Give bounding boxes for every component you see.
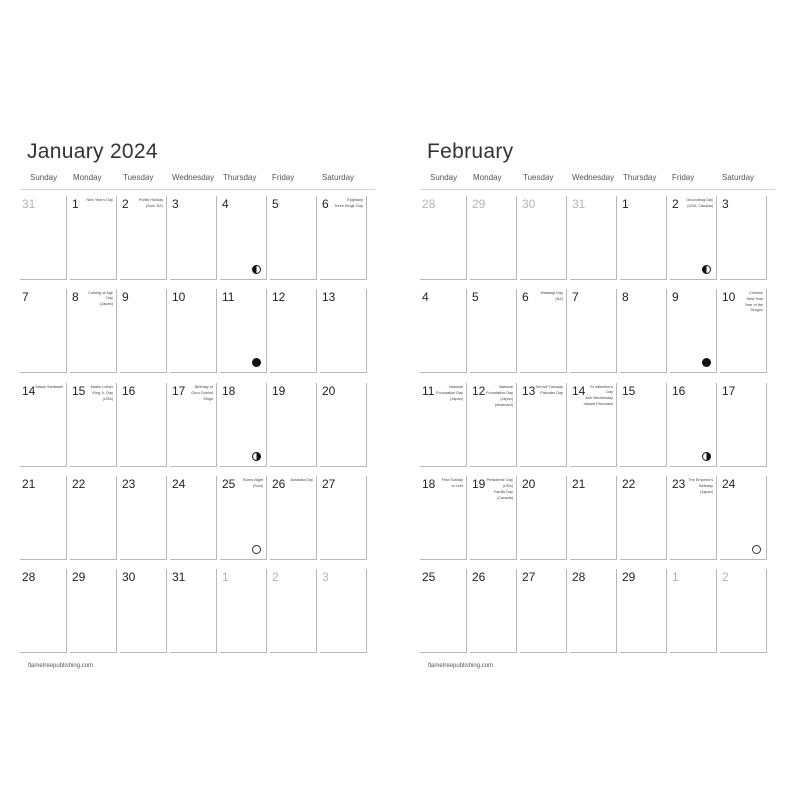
holiday-note — [333, 198, 363, 210]
day-number: 3 — [322, 570, 329, 584]
day-number: 31 — [172, 570, 186, 584]
holiday-text: Shrove Tuesday — [535, 385, 563, 389]
moon-last-quarter-icon — [252, 265, 261, 274]
weekday-monday: Monday — [73, 173, 102, 182]
day-number: 18 — [222, 384, 236, 398]
day-number: 22 — [72, 477, 86, 491]
day-cell[interactable] — [70, 196, 117, 280]
day-cell[interactable] — [20, 476, 67, 560]
day-number: 13 — [322, 290, 336, 304]
day-number: 3 — [722, 197, 729, 211]
holiday-text: (USA) — [102, 397, 113, 401]
day-cell[interactable] — [220, 569, 267, 653]
day-cell[interactable] — [720, 289, 767, 373]
holiday-text: Makar Sankranti — [35, 385, 63, 389]
holiday-text: National — [449, 385, 463, 389]
holiday-text: Year of the Dragon — [744, 303, 763, 312]
day-cell[interactable] — [470, 196, 517, 280]
holiday-text: (Scot) — [252, 484, 263, 488]
holiday-text: Martin Luther — [90, 385, 113, 389]
day-cell[interactable] — [70, 569, 117, 653]
holiday-text: (Canada) — [497, 496, 513, 500]
holiday-text: First Sunday — [441, 478, 463, 482]
holiday-text: Three Kings' Day — [333, 204, 363, 208]
day-cell[interactable] — [570, 289, 617, 373]
weekday-tuesday: Tuesday — [523, 173, 554, 182]
day-number: 28 — [572, 570, 586, 584]
holiday-text: (Japan) — [700, 490, 713, 494]
day-number: 31 — [22, 197, 36, 211]
weekday-wednesday: Wednesday — [572, 173, 615, 182]
day-cell[interactable] — [120, 383, 167, 467]
weekday-sunday: Sunday — [430, 173, 458, 182]
moon-full-icon — [252, 545, 261, 554]
holiday-note — [483, 385, 513, 409]
holiday-note — [583, 385, 613, 408]
day-cell[interactable] — [570, 196, 617, 280]
day-cell[interactable] — [470, 289, 517, 373]
day-cell[interactable] — [20, 289, 67, 373]
holiday-text: (NZ) — [555, 297, 563, 301]
weekday-friday: Friday — [272, 173, 295, 182]
moon-new-icon — [702, 358, 711, 367]
day-cell[interactable] — [670, 289, 717, 373]
day-number: 7 — [22, 290, 29, 304]
holiday-note — [83, 385, 113, 403]
day-number: 19 — [272, 384, 286, 398]
day-cell[interactable] — [720, 196, 767, 280]
day-cell[interactable] — [320, 289, 367, 373]
holiday-text: Chinese — [749, 291, 763, 295]
day-cell[interactable] — [170, 476, 217, 560]
month-name: February — [427, 140, 514, 163]
day-cell[interactable] — [670, 569, 717, 653]
day-number: 31 — [572, 197, 586, 211]
holiday-text: Epiphany — [347, 198, 363, 202]
day-cell[interactable] — [520, 476, 567, 560]
day-cell[interactable] — [720, 383, 767, 467]
weekday-saturday: Saturday — [722, 173, 755, 182]
day-number: 26 — [272, 477, 286, 491]
day-number: 12 — [472, 384, 486, 398]
day-cell[interactable] — [220, 196, 267, 280]
holiday-text: Pancake Day — [540, 391, 563, 395]
day-number: 23 — [672, 477, 686, 491]
day-number: 2 — [272, 570, 279, 584]
holiday-note — [433, 385, 463, 403]
day-number: 2 — [122, 197, 129, 211]
holiday-note — [33, 385, 63, 391]
day-number: 1 — [72, 197, 79, 211]
day-number: 24 — [172, 477, 186, 491]
holiday-text: Singh — [203, 397, 213, 401]
weekday-header — [420, 173, 775, 187]
day-cell[interactable] — [420, 289, 467, 373]
day-number: 20 — [522, 477, 536, 491]
day-number: 28 — [422, 197, 436, 211]
day-cell[interactable] — [320, 196, 367, 280]
day-cell[interactable] — [170, 569, 217, 653]
day-cell[interactable] — [270, 196, 317, 280]
day-cell[interactable] — [70, 476, 117, 560]
holiday-note — [533, 291, 563, 303]
day-cell[interactable] — [220, 476, 267, 560]
day-number: 10 — [722, 290, 736, 304]
day-number: 21 — [572, 477, 586, 491]
day-number: 1 — [222, 570, 229, 584]
day-cell[interactable] — [170, 196, 217, 280]
weekday-wednesday: Wednesday — [172, 173, 215, 182]
weekday-saturday: Saturday — [322, 173, 355, 182]
day-cell[interactable] — [620, 383, 667, 467]
day-number: 22 — [622, 477, 636, 491]
day-number: 17 — [722, 384, 736, 398]
holiday-text: Waitangi Day — [540, 291, 563, 295]
moon-first-quarter-icon — [702, 452, 711, 461]
day-cell[interactable] — [520, 383, 567, 467]
day-cell[interactable] — [570, 476, 617, 560]
day-number: 18 — [422, 477, 436, 491]
day-number: 11 — [222, 290, 235, 304]
day-number: 29 — [72, 570, 86, 584]
day-number: 6 — [522, 290, 529, 304]
day-cell[interactable] — [670, 476, 717, 560]
day-cell[interactable] — [70, 383, 117, 467]
day-cell[interactable] — [470, 383, 517, 467]
day-number: 8 — [72, 290, 79, 304]
day-number: 29 — [472, 197, 486, 211]
day-cell[interactable] — [170, 289, 217, 373]
day-number: 25 — [422, 570, 436, 584]
day-number: 23 — [122, 477, 136, 491]
month-name: January — [27, 140, 104, 163]
holiday-text: Birthday of — [194, 385, 213, 389]
grid-top-rule — [20, 189, 375, 190]
day-number: 24 — [722, 477, 736, 491]
day-number: 9 — [122, 290, 129, 304]
holiday-note — [533, 385, 563, 397]
day-number: 25 — [222, 477, 236, 491]
weekday-thursday: Thursday — [223, 173, 257, 182]
day-number: 11 — [422, 384, 435, 398]
day-number: 5 — [272, 197, 279, 211]
moon-new-icon — [252, 358, 261, 367]
day-cell[interactable] — [120, 476, 167, 560]
day-number: 3 — [172, 197, 179, 211]
day-cell[interactable] — [270, 569, 317, 653]
day-number: 2 — [672, 197, 679, 211]
month-title — [27, 140, 158, 164]
holiday-text: Family Day — [494, 490, 513, 494]
day-number: 14 — [22, 384, 36, 398]
holiday-note — [683, 478, 713, 496]
weekday-monday: Monday — [473, 173, 502, 182]
month-title — [427, 140, 513, 164]
day-cell[interactable] — [320, 476, 367, 560]
day-cell[interactable] — [620, 289, 667, 373]
publisher-url[interactable]: flametreepublishing.com — [428, 663, 494, 669]
day-number: 21 — [22, 477, 36, 491]
holiday-text: (Japan) — [100, 302, 113, 306]
day-number: 20 — [322, 384, 336, 398]
day-cell[interactable] — [420, 476, 467, 560]
day-number: 19 — [472, 477, 486, 491]
day-cell[interactable] — [520, 196, 567, 280]
holiday-note — [183, 385, 213, 403]
day-cell[interactable] — [520, 289, 567, 373]
holiday-text: Ash Wednesday — [585, 396, 613, 400]
weekday-header — [20, 173, 375, 187]
day-number: 4 — [422, 290, 429, 304]
day-cell[interactable] — [270, 383, 317, 467]
day-cell[interactable] — [670, 383, 717, 467]
holiday-text: (USA, Canada) — [687, 204, 713, 208]
day-cell[interactable] — [570, 383, 617, 467]
holiday-note — [483, 478, 513, 502]
day-number: 1 — [622, 197, 629, 211]
holiday-text: Public Holiday — [138, 198, 163, 202]
day-number: 13 — [522, 384, 536, 398]
day-cell[interactable] — [670, 196, 717, 280]
day-number: 12 — [272, 290, 286, 304]
day-number: 7 — [572, 290, 579, 304]
day-cell[interactable] — [120, 289, 167, 373]
day-number: 15 — [72, 384, 86, 398]
day-cell[interactable] — [120, 196, 167, 280]
holiday-text: (observed) — [494, 403, 513, 407]
day-cell[interactable] — [720, 476, 767, 560]
holiday-text: Birthday — [699, 484, 713, 488]
day-cell[interactable] — [270, 289, 317, 373]
holiday-text: Foundation Day — [436, 391, 463, 395]
day-cell[interactable] — [170, 383, 217, 467]
day-number: 15 — [622, 384, 636, 398]
holiday-note — [283, 478, 313, 484]
day-cell[interactable] — [420, 569, 467, 653]
grid-top-rule — [420, 189, 775, 190]
day-cell[interactable] — [270, 476, 317, 560]
day-number: 9 — [672, 290, 679, 304]
day-number: 10 — [172, 290, 186, 304]
day-number: 8 — [622, 290, 629, 304]
day-number: 17 — [172, 384, 186, 398]
holiday-note — [233, 478, 263, 490]
day-number: 16 — [122, 384, 136, 398]
weekday-sunday: Sunday — [30, 173, 58, 182]
day-cell[interactable] — [420, 196, 467, 280]
calendar-page-february — [400, 0, 800, 800]
day-number: 1 — [672, 570, 679, 584]
weekday-tuesday: Tuesday — [123, 173, 154, 182]
day-cell[interactable] — [420, 383, 467, 467]
holiday-note — [83, 198, 113, 204]
holiday-text: New Year's Day — [86, 198, 113, 202]
day-number: 29 — [622, 570, 636, 584]
holiday-note — [733, 291, 763, 314]
day-number: 26 — [472, 570, 486, 584]
holiday-text: Coming of Age Day — [88, 291, 113, 300]
day-cell[interactable] — [470, 569, 517, 653]
day-number: 30 — [122, 570, 136, 584]
holiday-note — [683, 198, 713, 210]
holiday-text: Presidents' Day — [486, 478, 513, 482]
holiday-text: Vasant Panchami — [583, 402, 613, 406]
day-cell[interactable] — [220, 289, 267, 373]
day-cell[interactable] — [20, 569, 67, 653]
holiday-text: Foundation Day — [486, 391, 513, 395]
day-cell[interactable] — [620, 476, 667, 560]
holiday-text: Groundhog Day — [686, 198, 713, 202]
day-number: 27 — [522, 570, 536, 584]
day-cell[interactable] — [520, 569, 567, 653]
holiday-text: Australia Day — [290, 478, 313, 482]
day-number: 6 — [322, 197, 329, 211]
weekday-friday: Friday — [672, 173, 695, 182]
day-cell[interactable] — [320, 383, 367, 467]
moon-last-quarter-icon — [702, 265, 711, 274]
holiday-text: (USA) — [502, 484, 513, 488]
day-cell[interactable] — [570, 569, 617, 653]
day-number: 4 — [222, 197, 229, 211]
holiday-text: (Japan) — [450, 397, 463, 401]
holiday-text: Burns Night — [243, 478, 263, 482]
day-number: 16 — [672, 384, 686, 398]
day-cell[interactable] — [470, 476, 517, 560]
day-number: 14 — [572, 384, 586, 398]
holiday-text: New Year — [746, 297, 763, 301]
weekday-thursday: Thursday — [623, 173, 657, 182]
day-number: 28 — [22, 570, 36, 584]
day-number: 27 — [322, 477, 336, 491]
day-cell[interactable] — [20, 383, 67, 467]
holiday-note — [133, 198, 163, 210]
holiday-text: St Valentine's Day — [590, 385, 613, 394]
day-cell[interactable] — [620, 569, 667, 653]
moon-first-quarter-icon — [252, 452, 261, 461]
day-cell[interactable] — [70, 289, 117, 373]
holiday-text: Guru Gobind — [191, 391, 213, 395]
day-cell[interactable] — [120, 569, 167, 653]
holiday-text: The Emperor's — [688, 478, 713, 482]
day-cell[interactable] — [620, 196, 667, 280]
publisher-url[interactable]: flametreepublishing.com — [28, 663, 94, 669]
day-number: 30 — [522, 197, 536, 211]
year-label: 2024 — [109, 140, 158, 163]
day-number: 2 — [722, 570, 729, 584]
holiday-text: (Japan) — [500, 397, 513, 401]
day-cell[interactable] — [220, 383, 267, 467]
holiday-text: King Jr. Day — [92, 391, 113, 395]
day-number: 5 — [472, 290, 479, 304]
holiday-text: (Scot, NZ) — [145, 204, 163, 208]
holiday-text: of Lent — [451, 484, 463, 488]
day-cell[interactable] — [20, 196, 67, 280]
holiday-note — [83, 291, 113, 308]
day-cell[interactable] — [320, 569, 367, 653]
day-cell[interactable] — [720, 569, 767, 653]
holiday-text: National — [499, 385, 513, 389]
moon-full-icon — [752, 545, 761, 554]
holiday-note — [433, 478, 463, 490]
